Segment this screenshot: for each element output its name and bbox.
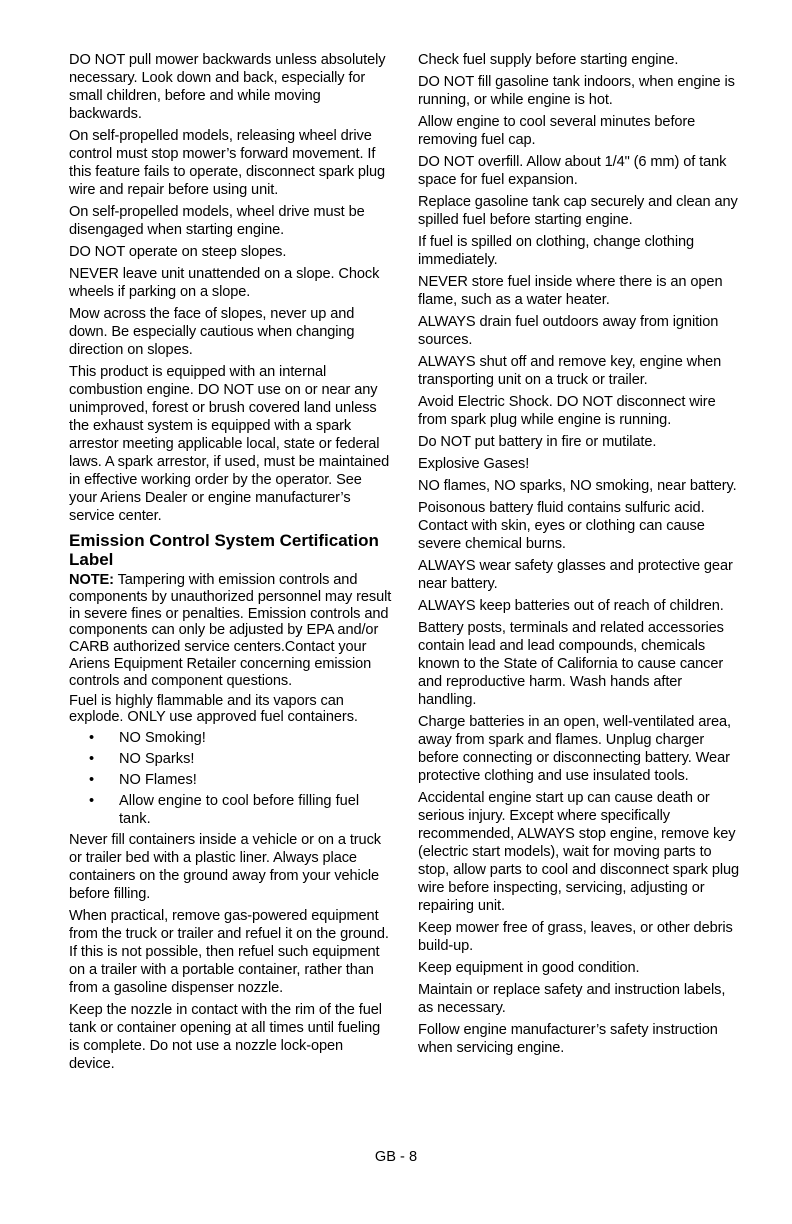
paragraph-mow-across: Mow across the face of slopes, never up and down. Be especially cautious when changing direction on slopes. (69, 306, 355, 358)
list-item-text: NO Flames! (119, 772, 197, 789)
warning-bullet-list (69, 729, 392, 828)
section-heading: Emission Control System Certification Label (69, 531, 379, 569)
paragraph: Follow engine manufacturer’s safety instruction when servicing engine. (418, 1022, 718, 1056)
paragraph-unattended-slope: NEVER leave unit unattended on a slope. Chock wheels if parking on a slope. (69, 266, 380, 300)
right-column (418, 51, 740, 1061)
bullet-icon: • (89, 772, 95, 789)
paragraph: Check fuel supply before starting engine. (418, 52, 679, 68)
paragraph: If fuel is spilled on clothing, change clothing immediately. (418, 234, 695, 268)
paragraph: Keep mower free of grass, leaves, or other debris build-up. (418, 920, 733, 954)
paragraph: DO NOT overfill. Allow about 1/4" (6 mm) of tank space for fuel expansion. (418, 154, 727, 188)
paragraph: NEVER store fuel inside where there is an open flame, such as a water heater. (418, 274, 723, 308)
list-item (69, 729, 392, 747)
paragraph-fuel-flammable: Fuel is highly flammable and its vapors can explode. ONLY use approved fuel containers. (69, 692, 358, 726)
paragraph-pull-backwards: DO NOT pull mower backwards unless absolutely necessary. Look down and back, especially for small children, before and while moving backwards. (69, 52, 386, 122)
bullet-icon: • (89, 730, 95, 747)
list-item (69, 792, 392, 828)
bullet-icon: • (89, 793, 95, 810)
paragraph: NO flames, NO sparks, NO smoking, near battery. (418, 478, 737, 494)
paragraph-refuel-ground: When practical, remove gas-powered equipment from the truck or trailer and refuel it on the ground. If this is not possible, then refuel such equipment on a trailer with a portable container, rather than from a gasoline dispenser nozzle. (69, 908, 389, 997)
paragraph-spark-arrestor: This product is equipped with an internal combustion engine. DO NOT use on or near any unimproved, forest or brush covered land unless the exhaust system is equipped with a spark arrestor meeting applicable local, state or federal laws. A spark arrestor, if used, must be maintained in effective working order by the operator. See your Ariens Dealer or engine manufacturer’s service center. (69, 364, 390, 524)
list-item-text: NO Smoking! (119, 730, 206, 747)
note-paragraph (69, 572, 392, 690)
paragraph: Avoid Electric Shock. DO NOT disconnect wire from spark plug while engine is running. (418, 394, 716, 428)
paragraph: DO NOT fill gasoline tank indoors, when engine is running, or while engine is hot. (418, 74, 735, 108)
paragraph: Maintain or replace safety and instruction labels, as necessary. (418, 982, 726, 1016)
paragraph: ALWAYS shut off and remove key, engine when transporting unit on a truck or trailer. (418, 354, 722, 388)
list-item (69, 771, 392, 789)
paragraph: Poisonous battery fluid contains sulfuric acid. Contact with skin, eyes or clothing can cause severe chemical burns. (418, 500, 705, 552)
paragraph: Accidental engine start up can cause death or serious injury. Except where specifically recommended, ALWAYS stop engine, remove key (electric start models), wait for moving parts to stop, allow parts to cool and disconnect spark plug wire before inspecting, servicing, adjusting or repairing unit. (418, 790, 740, 914)
paragraph: Do NOT put battery in fire or mutilate. (418, 434, 657, 450)
paragraph: Allow engine to cool several minutes before removing fuel cap. (418, 114, 696, 148)
note-text: Tampering with emission controls and components by unauthorized personnel may result in severe fines or penalties. Emission controls and components can only be adjusted by EPA and/or CARB authorized service centers.Contact your Ariens Equipment Retailer concerning emission controls and component questions. (69, 572, 392, 689)
paragraph-nozzle-contact: Keep the nozzle in contact with the rim of the fuel tank or container opening at all times until fueling is complete. Do not use a nozzle lock-open device. (69, 1002, 382, 1073)
list-item (69, 750, 392, 768)
paragraph: Explosive Gases! (418, 456, 530, 472)
list-item-text: Allow engine to cool before filling fuel tank. (119, 793, 360, 828)
paragraph: ALWAYS keep batteries out of reach of children. (418, 598, 724, 614)
paragraph: ALWAYS drain fuel outdoors away from ignition sources. (418, 314, 719, 348)
paragraph: ALWAYS wear safety glasses and protective gear near battery. (418, 558, 733, 592)
paragraph: Keep equipment in good condition. (418, 960, 640, 976)
paragraph: Charge batteries in an open, well-ventilated area, away from spark and flames. Unplug charger before connecting or disconnecting battery. Wear protective clothing and use insulated tools. (418, 714, 732, 784)
paragraph: Battery posts, terminals and related accessories contain lead and lead compounds, chemicals known to the State of California to cause cancer and reproductive harm. Wash hands after handling. (418, 620, 724, 708)
list-item-text: NO Sparks! (119, 751, 195, 768)
left-column (69, 51, 392, 1077)
bullet-icon: • (89, 751, 95, 768)
paragraph-steep-slopes: DO NOT operate on steep slopes. (69, 244, 287, 260)
paragraph-wheel-drive-disengage: On self-propelled models, wheel drive must be disengaged when starting engine. (69, 204, 365, 238)
paragraph: Replace gasoline tank cap securely and clean any spilled fuel before starting engine. (418, 194, 738, 228)
paragraph-fill-containers: Never fill containers inside a vehicle or on a truck or trailer bed with a plastic liner. Always place containers on the ground away from your vehicle before filling. (69, 832, 381, 903)
page-number: GB - 8 (374, 1149, 418, 1165)
paragraph-wheel-drive-release: On self-propelled models, releasing wheel drive control must stop mower’s forward movement. If this feature fails to operate, disconnect spark plug wire and repair before using unit. (69, 128, 386, 198)
note-label: NOTE: (69, 572, 114, 588)
